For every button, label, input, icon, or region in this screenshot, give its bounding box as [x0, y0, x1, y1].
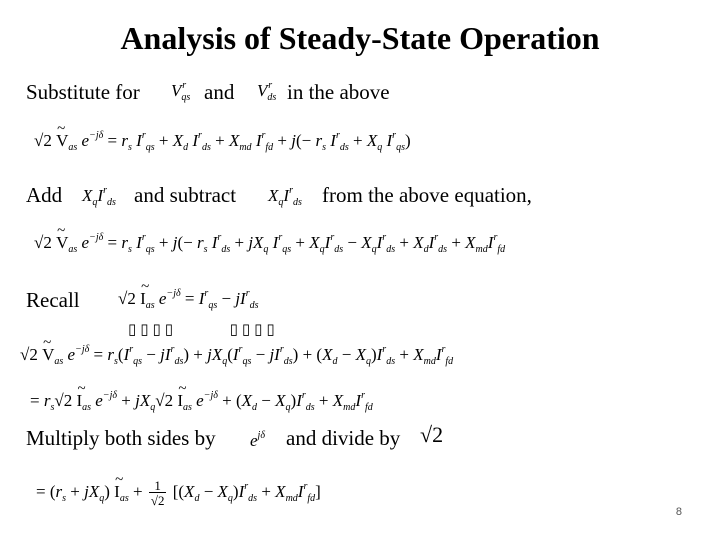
equation-3: √2 ~ $V_{as}$ $e^{-j\delta} = r_s(I^r_{qs} - jI^r_{ds}) + jX_q(I^r_{qs} - jI^r_{ds}) + (X_d - X_q)I^r_{ds} + X_{md}I^r_{fd}$ — [20, 344, 453, 367]
text-multiply-both-sides: Multiply both sides by — [26, 426, 216, 450]
text-and: and — [204, 80, 235, 104]
equation-final: = $(r_s + jX_q)$ ~ $I_{as} + 1$ √2 $[(X_d - X_q)I^r_{ds} + X_{md}I^r_{fd}]$ — [36, 478, 321, 508]
page-number: 8 — [675, 506, 682, 518]
page-title: Analysis of Steady-State Operation — [120, 20, 600, 56]
symbol-vds: $V_{ds}^r$ — [257, 80, 277, 103]
symbol-xq-ids-2: $X_qI^r_{ds}$ — [268, 185, 302, 208]
placeholder-glyphs: ▯▯▯▯ ▯▯▯▯ — [128, 320, 279, 338]
text-substitute-for: Substitute for — [26, 80, 140, 104]
text-recall: Recall — [26, 288, 80, 312]
symbol-sqrt-2: √2 — [420, 422, 444, 447]
text-in-the-above: in the above — [287, 80, 390, 104]
symbol-e-jdelta: $e^{j\delta}$ — [250, 430, 265, 450]
symbol-xq-ids: $X_qI^r_{ds}$ — [82, 185, 116, 208]
text-add: Add — [26, 183, 63, 207]
symbol-vqs: $V_{qs}^r$ — [171, 80, 191, 103]
equation-1: √2 ~ $V_{as}$ $e^{-j\delta} = r_s$ $I^r_{qs} + X_d$ $I^r_{ds} + X_{md}$ $I^r_{fd} + j(- r_s$ $I^r_{ds} + X_q$ $I^r_{qs}$) — [34, 130, 411, 153]
text-from-above-equation: from the above equation, — [322, 183, 532, 207]
equation-4: = $r_s√2$ ~ $I_{as}$ $e^{-j\delta} + jX_q√2$ ~ $I_{as}$ $e^{-j\delta} + (X_d - X_q)I^r_{ds} + X_{md}I^r_{fd}$ — [30, 390, 373, 413]
equation-recall: √2 ~ $I_{as}$ $e^{-j\delta} = I^r_{qs} - jI^r_{ds}$ — [118, 288, 259, 311]
equation-2: √2 ~ $V_{as}$ $e^{-j\delta} = r_s$ $I^r_{qs} + j(- r_s$ $I^r_{ds} + jX_q$ $I^r_{qs} + X_qI^r_{ds} - X_qI^r_{ds} + X_dI^r_{ds} + X_{md}I^r_{fd}$ — [34, 232, 505, 255]
text-and-subtract: and subtract — [134, 183, 237, 207]
text-and-divide-by: and divide by — [286, 426, 401, 450]
